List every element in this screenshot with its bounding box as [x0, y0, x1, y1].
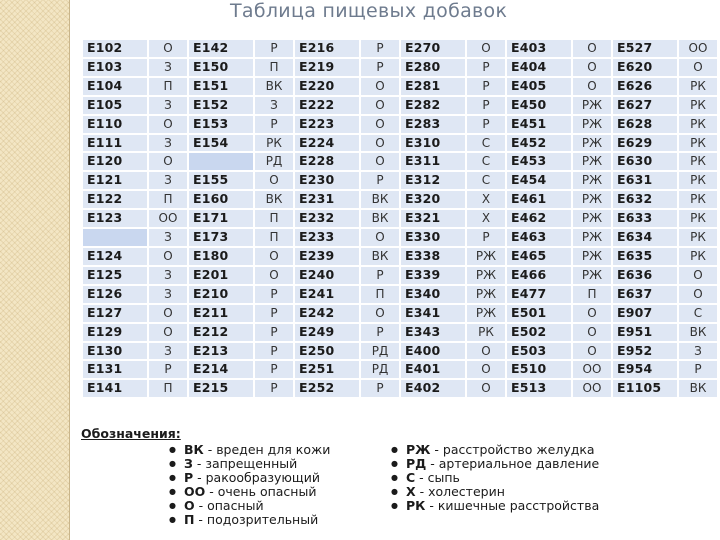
- additive-code: E141: [83, 380, 147, 397]
- additive-code: E636: [613, 267, 677, 284]
- additive-code: E124: [83, 248, 147, 265]
- additive-code: E211: [189, 305, 253, 322]
- additive-code: E503: [507, 343, 571, 360]
- legend-description: - сыпь: [415, 470, 460, 485]
- additive-designation: З: [149, 286, 187, 303]
- additive-designation: О: [573, 59, 611, 76]
- additive-designation: РК: [679, 97, 717, 114]
- additive-code: E465: [507, 248, 571, 265]
- additive-designation: З: [149, 135, 187, 152]
- additive-code: E173: [189, 229, 253, 246]
- additive-code: [189, 153, 253, 170]
- additive-code: E626: [613, 78, 677, 95]
- additive-designation: О: [573, 40, 611, 57]
- additive-designation: РЖ: [467, 286, 505, 303]
- additive-code: E282: [401, 97, 465, 114]
- additive-designation: Р: [679, 361, 717, 378]
- table-row: [83, 116, 717, 133]
- additive-designation: П: [573, 286, 611, 303]
- legend-abbreviation: Х: [405, 484, 416, 499]
- additive-designation: С: [467, 135, 505, 152]
- additive-designation: О: [149, 153, 187, 170]
- additive-designation: З: [255, 97, 293, 114]
- additive-designation: О: [361, 305, 399, 322]
- additive-designation: РК: [679, 116, 717, 133]
- additive-code: E283: [401, 116, 465, 133]
- additive-code: E907: [613, 305, 677, 322]
- additive-code: E343: [401, 324, 465, 341]
- additive-code: E232: [295, 210, 359, 227]
- legend: [81, 426, 691, 527]
- table-row: [83, 210, 717, 227]
- additive-code: E249: [295, 324, 359, 341]
- table-row: [83, 78, 717, 95]
- additive-code: E105: [83, 97, 147, 114]
- additive-designation: РЖ: [573, 135, 611, 152]
- additive-code: E404: [507, 59, 571, 76]
- additive-designation: РД: [361, 343, 399, 360]
- additive-code: E160: [189, 191, 253, 208]
- additive-code: E127: [83, 305, 147, 322]
- side-texture-panel: [0, 0, 70, 540]
- additive-code: E215: [189, 380, 253, 397]
- additive-designation: О: [149, 40, 187, 57]
- additive-designation: РЖ: [467, 267, 505, 284]
- additive-code: E240: [295, 267, 359, 284]
- additive-designation: О: [467, 40, 505, 57]
- table-row: [83, 380, 717, 397]
- table-row: [83, 97, 717, 114]
- additive-code: E403: [507, 40, 571, 57]
- additive-code: E620: [613, 59, 677, 76]
- additive-code: E150: [189, 59, 253, 76]
- additive-designation: О: [255, 267, 293, 284]
- additive-designation: ВК: [361, 210, 399, 227]
- page-title: Таблица пищевых добавок: [230, 0, 508, 22]
- additive-designation: РД: [361, 361, 399, 378]
- additive-designation: О: [361, 135, 399, 152]
- legend-item: [169, 471, 389, 485]
- additive-designation: О: [467, 343, 505, 360]
- table-row: [83, 248, 717, 265]
- additive-code: E250: [295, 343, 359, 360]
- additive-designation: Р: [467, 97, 505, 114]
- additive-code: E463: [507, 229, 571, 246]
- additive-designation: ОО: [149, 210, 187, 227]
- additive-code: E400: [401, 343, 465, 360]
- additive-designation: Р: [255, 324, 293, 341]
- additive-designation: О: [573, 324, 611, 341]
- additive-designation: О: [361, 153, 399, 170]
- additive-code: E123: [83, 210, 147, 227]
- additive-code: E125: [83, 267, 147, 284]
- additive-designation: ВК: [679, 324, 717, 341]
- additive-designation: С: [467, 153, 505, 170]
- additive-code: E462: [507, 210, 571, 227]
- legend-abbreviation: З: [183, 456, 193, 471]
- additive-designation: Р: [467, 59, 505, 76]
- additive-code: E466: [507, 267, 571, 284]
- additive-code: E153: [189, 116, 253, 133]
- additive-code: E151: [189, 78, 253, 95]
- additive-code: E631: [613, 172, 677, 189]
- additive-designation: РЖ: [573, 97, 611, 114]
- additive-code: E212: [189, 324, 253, 341]
- table-row: [83, 343, 717, 360]
- legend-title: Обозначения:: [81, 426, 181, 441]
- additive-designation: Р: [255, 40, 293, 57]
- additive-code: E330: [401, 229, 465, 246]
- additive-designation: РЖ: [573, 267, 611, 284]
- legend-item: [169, 485, 389, 499]
- additive-designation: О: [361, 116, 399, 133]
- additive-designation: Х: [467, 191, 505, 208]
- additive-code: E213: [189, 343, 253, 360]
- additive-designation: Р: [361, 59, 399, 76]
- additive-code: E233: [295, 229, 359, 246]
- additive-code: E630: [613, 153, 677, 170]
- additive-code: E454: [507, 172, 571, 189]
- additive-designation: О: [361, 78, 399, 95]
- legend-abbreviation: ВК: [183, 442, 204, 457]
- additive-code: E321: [401, 210, 465, 227]
- additive-code: E110: [83, 116, 147, 133]
- additive-code: E340: [401, 286, 465, 303]
- table-row: [83, 40, 717, 57]
- additive-designation: Р: [255, 361, 293, 378]
- additive-code: E231: [295, 191, 359, 208]
- additive-code: E310: [401, 135, 465, 152]
- legend-description: - опасный: [194, 498, 264, 513]
- additive-code: E341: [401, 305, 465, 322]
- additive-code: E103: [83, 59, 147, 76]
- additive-designation: О: [467, 380, 505, 397]
- additive-code: E401: [401, 361, 465, 378]
- legend-abbreviation: РЖ: [405, 442, 431, 457]
- additive-code: E629: [613, 135, 677, 152]
- additive-code: E1105: [613, 380, 677, 397]
- additive-code: E339: [401, 267, 465, 284]
- additive-designation: С: [679, 305, 717, 322]
- additive-designation: РЖ: [573, 153, 611, 170]
- additive-code: E402: [401, 380, 465, 397]
- additive-designation: Р: [467, 78, 505, 95]
- additive-code: E637: [613, 286, 677, 303]
- legend-right-column: [391, 443, 691, 527]
- legend-description: - очень опасный: [205, 484, 317, 499]
- additive-code: E270: [401, 40, 465, 57]
- table-row: [83, 153, 717, 170]
- legend-abbreviation: ОО: [183, 484, 206, 499]
- additive-designation: ВК: [255, 191, 293, 208]
- additive-designation: Р: [149, 361, 187, 378]
- additive-designation: Р: [467, 229, 505, 246]
- additive-code: E320: [401, 191, 465, 208]
- additive-designation: О: [679, 59, 717, 76]
- additive-code: E628: [613, 116, 677, 133]
- additive-code: E242: [295, 305, 359, 322]
- additive-code: E527: [613, 40, 677, 57]
- additive-designation: РЖ: [467, 248, 505, 265]
- additive-code: E627: [613, 97, 677, 114]
- legend-abbreviation: РД: [405, 456, 427, 471]
- additive-code: E131: [83, 361, 147, 378]
- additive-code: E477: [507, 286, 571, 303]
- additive-code: E126: [83, 286, 147, 303]
- additive-code: E224: [295, 135, 359, 152]
- legend-item: [391, 471, 691, 485]
- additive-code: E228: [295, 153, 359, 170]
- additive-code: E633: [613, 210, 677, 227]
- legend-description: - кишечные расстройства: [425, 498, 600, 513]
- additive-code: E251: [295, 361, 359, 378]
- additive-code: E171: [189, 210, 253, 227]
- additive-code: E152: [189, 97, 253, 114]
- additive-code: E201: [189, 267, 253, 284]
- additive-designation: РК: [679, 191, 717, 208]
- additive-designation: О: [361, 229, 399, 246]
- additive-code: E223: [295, 116, 359, 133]
- legend-abbreviation: О: [183, 498, 195, 513]
- legend-item: [169, 499, 389, 513]
- legend-description: - артериальное давление: [426, 456, 600, 471]
- additive-designation: РЖ: [573, 191, 611, 208]
- legend-description: - расстройство желудка: [430, 442, 595, 457]
- additive-designation: Р: [361, 172, 399, 189]
- additive-code: E111: [83, 135, 147, 152]
- table-row: [83, 305, 717, 322]
- table-row: [83, 59, 717, 76]
- additive-code: E216: [295, 40, 359, 57]
- additive-code: E130: [83, 343, 147, 360]
- additive-code: E121: [83, 172, 147, 189]
- additive-designation: ВК: [361, 191, 399, 208]
- additive-designation: С: [467, 172, 505, 189]
- additive-designation: РК: [679, 172, 717, 189]
- additive-designation: П: [149, 78, 187, 95]
- additive-code: E142: [189, 40, 253, 57]
- additive-designation: РЖ: [573, 172, 611, 189]
- additives-table: [81, 38, 719, 399]
- additive-designation: О: [467, 361, 505, 378]
- additive-code: E104: [83, 78, 147, 95]
- legend-description: - холестерин: [415, 484, 505, 499]
- additive-designation: РЖ: [573, 248, 611, 265]
- additive-code: E230: [295, 172, 359, 189]
- additive-designation: Р: [255, 305, 293, 322]
- additive-designation: РК: [679, 78, 717, 95]
- additive-code: E252: [295, 380, 359, 397]
- additive-designation: О: [679, 267, 717, 284]
- additive-code: E452: [507, 135, 571, 152]
- additive-designation: Р: [467, 116, 505, 133]
- additive-code: E312: [401, 172, 465, 189]
- additive-designation: П: [149, 191, 187, 208]
- legend-abbreviation: РК: [405, 498, 426, 513]
- legend-item: [391, 457, 691, 471]
- additive-code: E635: [613, 248, 677, 265]
- legend-description: - ракообразующий: [193, 470, 320, 485]
- additive-code: E338: [401, 248, 465, 265]
- additive-designation: О: [573, 305, 611, 322]
- additive-designation: ОО: [573, 361, 611, 378]
- additive-designation: О: [149, 248, 187, 265]
- additive-designation: ОО: [573, 380, 611, 397]
- additive-designation: П: [255, 229, 293, 246]
- additive-code: E280: [401, 59, 465, 76]
- additive-code: E122: [83, 191, 147, 208]
- additive-designation: РК: [679, 210, 717, 227]
- additive-code: E632: [613, 191, 677, 208]
- additive-designation: РК: [679, 135, 717, 152]
- table-row: [83, 229, 717, 246]
- additive-code: E220: [295, 78, 359, 95]
- table-row: [83, 286, 717, 303]
- legend-description: - подозрительный: [194, 512, 319, 527]
- additive-designation: З: [149, 172, 187, 189]
- additive-code: E239: [295, 248, 359, 265]
- additive-designation: Х: [467, 210, 505, 227]
- additive-designation: РК: [467, 324, 505, 341]
- legend-item: [391, 485, 691, 499]
- additive-code: E501: [507, 305, 571, 322]
- additive-code: E951: [613, 324, 677, 341]
- additive-designation: О: [149, 305, 187, 322]
- additive-code: E311: [401, 153, 465, 170]
- additive-designation: О: [361, 97, 399, 114]
- additive-designation: ОО: [679, 40, 717, 57]
- additive-code: E281: [401, 78, 465, 95]
- additive-designation: З: [679, 343, 717, 360]
- additive-designation: РЖ: [573, 116, 611, 133]
- additive-designation: О: [679, 286, 717, 303]
- additive-designation: Р: [361, 267, 399, 284]
- legend-abbreviation: С: [405, 470, 416, 485]
- additive-designation: Р: [361, 324, 399, 341]
- additive-designation: О: [573, 343, 611, 360]
- table-row: [83, 172, 717, 189]
- additive-code: E451: [507, 116, 571, 133]
- legend-item: [169, 443, 389, 457]
- additive-code: E241: [295, 286, 359, 303]
- additive-designation: РК: [679, 153, 717, 170]
- additive-designation: Р: [255, 286, 293, 303]
- additive-code: E450: [507, 97, 571, 114]
- legend-item: [169, 457, 389, 471]
- additive-code: E180: [189, 248, 253, 265]
- additive-code: E952: [613, 343, 677, 360]
- table-row: [83, 267, 717, 284]
- additive-code: E129: [83, 324, 147, 341]
- additive-designation: О: [255, 172, 293, 189]
- additive-designation: Р: [255, 116, 293, 133]
- additive-designation: О: [573, 78, 611, 95]
- additive-code: E155: [189, 172, 253, 189]
- additive-designation: ВК: [255, 78, 293, 95]
- legend-description: - запрещенный: [192, 456, 298, 471]
- additive-designation: РК: [679, 248, 717, 265]
- additive-designation: О: [149, 324, 187, 341]
- legend-item: [391, 443, 691, 457]
- additive-designation: РЖ: [573, 210, 611, 227]
- legend-description: - вреден для кожи: [203, 442, 331, 457]
- additive-code: E513: [507, 380, 571, 397]
- additive-designation: П: [255, 59, 293, 76]
- additive-designation: ВК: [361, 248, 399, 265]
- additive-code: E210: [189, 286, 253, 303]
- additive-designation: РЖ: [467, 305, 505, 322]
- legend-abbreviation: П: [183, 512, 195, 527]
- additive-code: E510: [507, 361, 571, 378]
- additive-code: E461: [507, 191, 571, 208]
- additive-designation: З: [149, 343, 187, 360]
- additive-code: E405: [507, 78, 571, 95]
- additive-designation: РД: [255, 153, 293, 170]
- additive-code: E502: [507, 324, 571, 341]
- additive-designation: РК: [679, 229, 717, 246]
- additive-designation: З: [149, 97, 187, 114]
- additive-designation: Р: [255, 380, 293, 397]
- additive-designation: З: [149, 229, 187, 246]
- additive-designation: П: [255, 210, 293, 227]
- additive-designation: О: [255, 248, 293, 265]
- additive-designation: О: [149, 116, 187, 133]
- additive-designation: РЖ: [573, 229, 611, 246]
- additive-designation: Р: [361, 380, 399, 397]
- additive-code: E954: [613, 361, 677, 378]
- legend-abbreviation: Р: [183, 470, 194, 485]
- additive-designation: З: [149, 267, 187, 284]
- additive-designation: З: [149, 59, 187, 76]
- additive-code: E634: [613, 229, 677, 246]
- additive-code: E214: [189, 361, 253, 378]
- legend-item: [169, 513, 389, 527]
- additive-designation: РК: [255, 135, 293, 152]
- additive-code: E120: [83, 153, 147, 170]
- legend-left-column: [169, 443, 389, 527]
- additive-code: E154: [189, 135, 253, 152]
- table-row: [83, 324, 717, 341]
- additive-code: [83, 229, 147, 246]
- additive-designation: Р: [361, 40, 399, 57]
- additive-designation: ВК: [679, 380, 717, 397]
- additive-code: E453: [507, 153, 571, 170]
- additive-code: E222: [295, 97, 359, 114]
- additive-code: E219: [295, 59, 359, 76]
- additive-code: E102: [83, 40, 147, 57]
- table-row: [83, 361, 717, 378]
- additive-designation: Р: [255, 343, 293, 360]
- table-row: [83, 191, 717, 208]
- table-row: [83, 135, 717, 152]
- legend-item: [391, 499, 691, 513]
- additive-designation: П: [149, 380, 187, 397]
- additive-designation: П: [361, 286, 399, 303]
